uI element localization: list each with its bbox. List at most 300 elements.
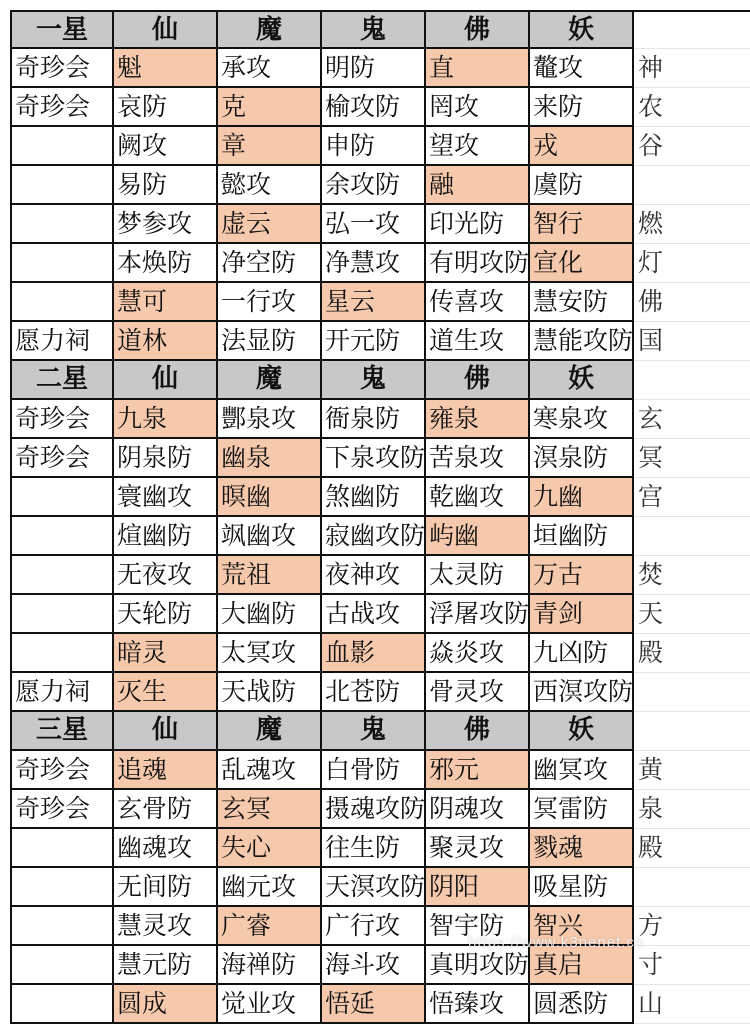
equipment-cell-text: 魁 (117, 53, 143, 82)
column-header-cell[interactable] (426, 712, 530, 751)
equipment-cell[interactable] (530, 556, 634, 595)
source-cell[interactable] (10, 439, 114, 478)
equipment-cell-text: 聚灵攻 (429, 833, 505, 862)
side-cell[interactable] (634, 205, 750, 244)
column-header-cell-text: 佛 (463, 15, 490, 45)
equipment-cell-text: 戎 (533, 131, 559, 160)
equipment-cell[interactable] (426, 88, 530, 127)
equipment-cell-text: 阴阳 (429, 872, 480, 901)
equipment-cell[interactable] (114, 673, 218, 712)
equipment-cell-text: 来防 (533, 92, 584, 121)
side-cell-text: 燃 (638, 209, 664, 238)
equipment-cell-text: 浮屠攻防 (429, 599, 530, 628)
equipment-cell-text: 天溟攻防 (325, 872, 426, 901)
column-header-cell[interactable] (530, 712, 634, 751)
equipment-cell[interactable] (322, 556, 426, 595)
equipment-cell[interactable] (322, 244, 426, 283)
equipment-cell[interactable] (530, 88, 634, 127)
equipment-cell[interactable] (530, 322, 634, 361)
side-cell[interactable] (634, 634, 750, 673)
column-header-cell[interactable] (322, 712, 426, 751)
equipment-cell[interactable] (322, 790, 426, 829)
source-cell[interactable] (10, 166, 114, 205)
equipment-cell-text: 虚云 (221, 209, 272, 238)
equipment-cell[interactable] (322, 946, 426, 985)
column-header-cell-text: 妖 (567, 715, 594, 745)
equipment-cell[interactable] (114, 478, 218, 517)
column-header-cell[interactable] (322, 10, 426, 49)
equipment-cell-text: 融 (429, 170, 455, 199)
equipment-cell[interactable] (114, 127, 218, 166)
equipment-cell[interactable] (218, 166, 322, 205)
source-cell[interactable] (10, 244, 114, 283)
equipment-cell[interactable] (322, 517, 426, 556)
equipment-cell-text: 望攻 (429, 131, 480, 160)
equipment-cell[interactable] (322, 205, 426, 244)
equipment-cell[interactable] (114, 595, 218, 634)
equipment-cell-text: 阴泉防 (117, 443, 193, 472)
table-row (0, 166, 750, 205)
equipment-cell-text: 乱魂攻 (221, 755, 297, 784)
equipment-cell[interactable] (322, 907, 426, 946)
side-cell[interactable] (634, 478, 750, 517)
source-cell[interactable] (10, 127, 114, 166)
equipment-cell-text: 承攻 (221, 53, 272, 82)
equipment-cell[interactable] (530, 790, 634, 829)
equipment-cell[interactable] (114, 829, 218, 868)
side-cell-text: 玄 (638, 404, 664, 433)
column-header-cell-text: 佛 (463, 715, 490, 745)
equipment-cell-text: 慧安防 (533, 287, 609, 316)
source-cell[interactable] (10, 946, 114, 985)
table-row (0, 205, 750, 244)
side-cell-text: 谷 (638, 131, 664, 160)
equipment-cell[interactable] (426, 517, 530, 556)
equipment-cell[interactable] (114, 517, 218, 556)
equipment-cell-text: 慧可 (117, 287, 168, 316)
equipment-cell-text: 摄魂攻防 (325, 794, 426, 823)
equipment-cell-text: 大幽防 (221, 599, 297, 628)
star-header-cell[interactable] (10, 10, 114, 49)
equipment-cell-text: 悟延 (325, 989, 376, 1018)
side-cell[interactable] (634, 322, 750, 361)
table-row (0, 478, 750, 517)
side-cell[interactable] (634, 907, 750, 946)
side-cell[interactable] (634, 439, 750, 478)
source-cell[interactable] (10, 400, 114, 439)
equipment-cell-text: 明防 (325, 53, 376, 82)
equipment-cell-text: 戮魂 (533, 833, 584, 862)
equipment-cell[interactable] (218, 790, 322, 829)
side-cell[interactable] (634, 790, 750, 829)
equipment-cell-text: 幽泉 (221, 443, 272, 472)
equipment-cell[interactable] (530, 49, 634, 88)
side-cell[interactable] (634, 712, 750, 751)
equipment-cell-text: 圆成 (117, 989, 168, 1018)
equipment-cell[interactable] (218, 985, 322, 1024)
side-cell[interactable] (634, 946, 750, 985)
side-cell[interactable] (634, 595, 750, 634)
equipment-cell[interactable] (530, 166, 634, 205)
table-row (0, 127, 750, 166)
side-cell[interactable] (634, 829, 750, 868)
column-header-cell[interactable] (218, 10, 322, 49)
side-cell[interactable] (634, 751, 750, 790)
table-row (0, 985, 750, 1024)
equipment-cell-text: 九泉 (117, 404, 168, 433)
equipment-cell-text: 屿幽 (429, 521, 480, 550)
equipment-cell[interactable] (322, 322, 426, 361)
equipment-cell-text: 章 (221, 131, 247, 160)
equipment-cell-text: 懿攻 (221, 170, 272, 199)
equipment-cell-text: 寒泉攻 (533, 404, 609, 433)
equipment-cell-text: 冥雷防 (533, 794, 609, 823)
side-cell-text: 国 (638, 326, 664, 355)
column-header-cell-text: 佛 (463, 364, 490, 394)
equipment-cell[interactable] (114, 88, 218, 127)
equipment-cell-text: 夜神攻 (325, 560, 401, 589)
equipment-cell-text: 余攻防 (325, 170, 401, 199)
side-cell[interactable] (634, 166, 750, 205)
source-cell[interactable] (10, 634, 114, 673)
equipment-cell[interactable] (530, 634, 634, 673)
equipment-cell-text: 暝幽 (221, 482, 272, 511)
side-cell[interactable] (634, 127, 750, 166)
equipment-cell[interactable] (530, 946, 634, 985)
equipment-cell[interactable] (218, 205, 322, 244)
table-row (0, 673, 750, 712)
column-header-cell[interactable] (530, 361, 634, 400)
equipment-cell-text: 煞幽防 (325, 482, 401, 511)
side-cell[interactable] (634, 517, 750, 556)
equipment-cell-text: 觉业攻 (221, 989, 297, 1018)
column-header-cell[interactable] (426, 361, 530, 400)
equipment-cell[interactable] (530, 400, 634, 439)
equipment-cell-text: 血影 (325, 638, 376, 667)
equipment-cell[interactable] (218, 907, 322, 946)
column-header-cell[interactable] (322, 361, 426, 400)
equipment-cell[interactable] (322, 751, 426, 790)
side-cell[interactable] (634, 88, 750, 127)
equipment-cell[interactable] (114, 751, 218, 790)
equipment-cell[interactable] (218, 517, 322, 556)
equipment-cell-text: 往生防 (325, 833, 401, 862)
equipment-cell-text: 印光防 (429, 209, 505, 238)
equipment-cell-text: 阴魂攻 (429, 794, 505, 823)
equipment-cell[interactable] (530, 439, 634, 478)
equipment-cell[interactable] (114, 907, 218, 946)
equipment-cell[interactable] (426, 205, 530, 244)
equipment-cell[interactable] (322, 634, 426, 673)
equipment-cell[interactable] (218, 88, 322, 127)
equipment-cell-text: 慧灵攻 (117, 911, 193, 940)
table-row (0, 595, 750, 634)
equipment-cell-text: 下泉攻防 (325, 443, 426, 472)
equipment-cell[interactable] (426, 946, 530, 985)
equipment-cell[interactable] (426, 283, 530, 322)
equipment-cell-text: 阙攻 (117, 131, 168, 160)
equipment-cell-text: 虞防 (533, 170, 584, 199)
equipment-cell-text: 天轮防 (117, 599, 193, 628)
equipment-cell[interactable] (322, 49, 426, 88)
equipment-cell-text: 垣幽防 (533, 521, 609, 550)
equipment-cell[interactable] (114, 244, 218, 283)
source-cell[interactable] (10, 322, 114, 361)
equipment-cell-text: 悟臻攻 (429, 989, 505, 1018)
equipment-cell[interactable] (218, 634, 322, 673)
equipment-cell[interactable] (218, 868, 322, 907)
equipment-cell-text: 传喜攻 (429, 287, 505, 316)
equipment-cell[interactable] (426, 985, 530, 1024)
equipment-cell[interactable] (530, 595, 634, 634)
side-cell[interactable] (634, 49, 750, 88)
equipment-cell[interactable] (322, 283, 426, 322)
column-header-cell[interactable] (218, 361, 322, 400)
table-row (0, 439, 750, 478)
source-cell[interactable] (10, 595, 114, 634)
side-cell[interactable] (634, 868, 750, 907)
equipment-cell-text: 法显防 (221, 326, 297, 355)
side-cell[interactable] (634, 985, 750, 1024)
side-cell[interactable] (634, 400, 750, 439)
column-header-cell-text: 妖 (567, 364, 594, 394)
source-cell[interactable] (10, 790, 114, 829)
equipment-cell[interactable] (426, 439, 530, 478)
equipment-cell[interactable] (114, 985, 218, 1024)
equipment-cell-text: 海禅防 (221, 950, 297, 979)
equipment-cell[interactable] (114, 439, 218, 478)
equipment-cell[interactable] (426, 127, 530, 166)
source-cell[interactable] (10, 751, 114, 790)
side-cell[interactable] (634, 673, 750, 712)
equipment-cell[interactable] (322, 439, 426, 478)
source-cell[interactable] (10, 283, 114, 322)
equipment-cell[interactable] (322, 88, 426, 127)
equipment-cell[interactable] (530, 517, 634, 556)
equipment-cell[interactable] (530, 244, 634, 283)
equipment-cell[interactable] (322, 400, 426, 439)
equipment-cell[interactable] (114, 868, 218, 907)
source-cell[interactable] (10, 205, 114, 244)
equipment-cell[interactable] (426, 634, 530, 673)
equipment-cell[interactable] (218, 829, 322, 868)
table-row (0, 946, 750, 985)
equipment-cell[interactable] (426, 556, 530, 595)
equipment-cell-text: 寰幽攻 (117, 482, 193, 511)
equipment-cell[interactable] (530, 673, 634, 712)
source-cell[interactable] (10, 556, 114, 595)
equipment-cell[interactable] (218, 556, 322, 595)
equipment-cell[interactable] (426, 49, 530, 88)
equipment-cell[interactable] (426, 790, 530, 829)
side-cell-text: 佛 (638, 287, 664, 316)
equipment-cell[interactable] (218, 673, 322, 712)
equipment-cell[interactable] (218, 595, 322, 634)
equipment-cell[interactable] (426, 166, 530, 205)
column-header-cell-text: 鬼 (359, 364, 386, 394)
equipment-cell-text: 天战防 (221, 677, 297, 706)
equipment-cell[interactable] (114, 634, 218, 673)
equipment-cell-text: 净慧攻 (325, 248, 401, 277)
equipment-cell-text: 榆攻防 (325, 92, 401, 121)
equipment-cell[interactable] (218, 751, 322, 790)
side-cell[interactable] (634, 556, 750, 595)
equipment-cell[interactable] (322, 595, 426, 634)
watermark-text: https://www.k3nenet.co (468, 934, 645, 951)
column-header-cell[interactable] (218, 712, 322, 751)
equipment-cell-text: 真启 (533, 950, 584, 979)
equipment-cell[interactable] (530, 127, 634, 166)
equipment-cell[interactable] (218, 127, 322, 166)
table-row (0, 244, 750, 283)
equipment-cell-text: 太灵防 (429, 560, 505, 589)
equipment-cell[interactable] (426, 478, 530, 517)
source-cell-text: 奇珍会 (15, 755, 91, 784)
column-header-cell-text: 仙 (151, 15, 178, 45)
table-row (0, 556, 750, 595)
equipment-cell[interactable] (322, 985, 426, 1024)
equipment-cell-text: 暗灵 (117, 638, 168, 667)
equipment-cell[interactable] (426, 244, 530, 283)
equipment-cell[interactable] (322, 829, 426, 868)
equipment-cell-text: 直 (429, 53, 455, 82)
equipment-cell-text: 克 (221, 92, 247, 121)
equipment-cell[interactable] (322, 868, 426, 907)
equipment-cell[interactable] (218, 244, 322, 283)
equipment-cell[interactable] (426, 868, 530, 907)
column-header-cell[interactable] (530, 10, 634, 49)
equipment-cell[interactable] (322, 127, 426, 166)
equipment-cell[interactable] (530, 751, 634, 790)
header-row (0, 361, 750, 400)
column-header-cell[interactable] (426, 10, 530, 49)
equipment-cell[interactable] (322, 166, 426, 205)
side-cell[interactable] (634, 10, 750, 49)
source-cell[interactable] (10, 49, 114, 88)
equipment-cell-text: 雍泉 (429, 404, 480, 433)
side-cell-text: 方 (638, 911, 664, 940)
equipment-cell[interactable] (426, 751, 530, 790)
side-cell[interactable] (634, 244, 750, 283)
equipment-cell[interactable] (218, 283, 322, 322)
column-header-cell-text: 魔 (255, 715, 282, 745)
equipment-cell[interactable] (114, 49, 218, 88)
equipment-cell[interactable] (530, 985, 634, 1024)
equipment-cell[interactable] (114, 322, 218, 361)
equipment-cell-text: 玄骨防 (117, 794, 193, 823)
equipment-cell[interactable] (218, 439, 322, 478)
column-header-cell[interactable] (114, 712, 218, 751)
equipment-cell[interactable] (114, 166, 218, 205)
source-cell[interactable] (10, 868, 114, 907)
equipment-cell-text: 灭生 (117, 677, 168, 706)
source-cell-text: 奇珍会 (15, 794, 91, 823)
equipment-cell[interactable] (530, 829, 634, 868)
equipment-cell[interactable] (218, 946, 322, 985)
source-cell[interactable] (10, 517, 114, 556)
equipment-cell-text: 骨灵攻 (429, 677, 505, 706)
column-header-cell-text: 魔 (255, 364, 282, 394)
column-header-cell-text: 魔 (255, 15, 282, 45)
source-cell[interactable] (10, 673, 114, 712)
equipment-cell[interactable] (114, 946, 218, 985)
column-header-cell-text: 鬼 (359, 715, 386, 745)
column-header-cell-text: 妖 (567, 15, 594, 45)
star-header-cell[interactable] (10, 712, 114, 751)
equipment-cell[interactable] (322, 673, 426, 712)
equipment-cell-text: 西溟攻防 (533, 677, 634, 706)
equipment-cell-text: 飒幽攻 (221, 521, 297, 550)
equipment-cell[interactable] (114, 400, 218, 439)
equipment-cell-text: 弘一攻 (325, 209, 401, 238)
equipment-cell[interactable] (218, 49, 322, 88)
equipment-cell[interactable] (530, 283, 634, 322)
equipment-cell-text: 吸星防 (533, 872, 609, 901)
equipment-cell-text: 星云 (325, 287, 376, 316)
side-cell[interactable] (634, 361, 750, 400)
equipment-cell[interactable] (426, 400, 530, 439)
side-cell[interactable] (634, 283, 750, 322)
equipment-cell[interactable] (426, 673, 530, 712)
equipment-cell[interactable] (218, 322, 322, 361)
equipment-cell[interactable] (426, 322, 530, 361)
table-row (0, 400, 750, 439)
equipment-cell-text: 九凶防 (533, 638, 609, 667)
source-cell[interactable] (10, 478, 114, 517)
equipment-cell[interactable] (114, 556, 218, 595)
equipment-cell-text: 道林 (117, 326, 168, 355)
equipment-cell[interactable] (530, 868, 634, 907)
equipment-cell[interactable] (114, 283, 218, 322)
equipment-cell-text: 玄冥 (221, 794, 272, 823)
equipment-cell-text: 幽冥攻 (533, 755, 609, 784)
table-row (0, 751, 750, 790)
equipment-cell[interactable] (426, 829, 530, 868)
equipment-cell-text: 开元防 (325, 326, 401, 355)
equipment-cell[interactable] (114, 790, 218, 829)
source-cell[interactable] (10, 985, 114, 1024)
equipment-cell-text: 古战攻 (325, 599, 401, 628)
equipment-cell-text: 幽魂攻 (117, 833, 193, 862)
equipment-cell-text: 衙泉防 (325, 404, 401, 433)
column-header-cell[interactable] (114, 10, 218, 49)
equipment-cell[interactable] (530, 205, 634, 244)
equipment-cell-text: 慧元防 (117, 950, 193, 979)
equipment-cell-text: 本焕防 (117, 248, 193, 277)
equipment-cell-text: 煊幽防 (117, 521, 193, 550)
side-cell-text: 殿 (638, 833, 664, 862)
source-cell[interactable] (10, 88, 114, 127)
source-cell[interactable] (10, 907, 114, 946)
column-header-cell[interactable] (114, 361, 218, 400)
equipment-cell[interactable] (218, 478, 322, 517)
star-header-cell[interactable] (10, 361, 114, 400)
equipment-cell[interactable] (426, 595, 530, 634)
equipment-cell-text: 邪元 (429, 755, 480, 784)
equipment-cell-text: 广行攻 (325, 911, 401, 940)
source-cell[interactable] (10, 829, 114, 868)
equipment-cell-text: 真明攻防 (429, 950, 530, 979)
equipment-cell-text: 鼇攻 (533, 53, 584, 82)
star-header-cell-text: 一星 (35, 15, 88, 45)
equipment-cell[interactable] (114, 205, 218, 244)
equipment-cell-text: 易防 (117, 170, 168, 199)
equipment-cell-text: 九幽 (533, 482, 584, 511)
equipment-cell[interactable] (530, 478, 634, 517)
equipment-cell[interactable] (322, 478, 426, 517)
equipment-cell-text: 智兴 (533, 911, 584, 940)
equipment-cell[interactable] (218, 400, 322, 439)
